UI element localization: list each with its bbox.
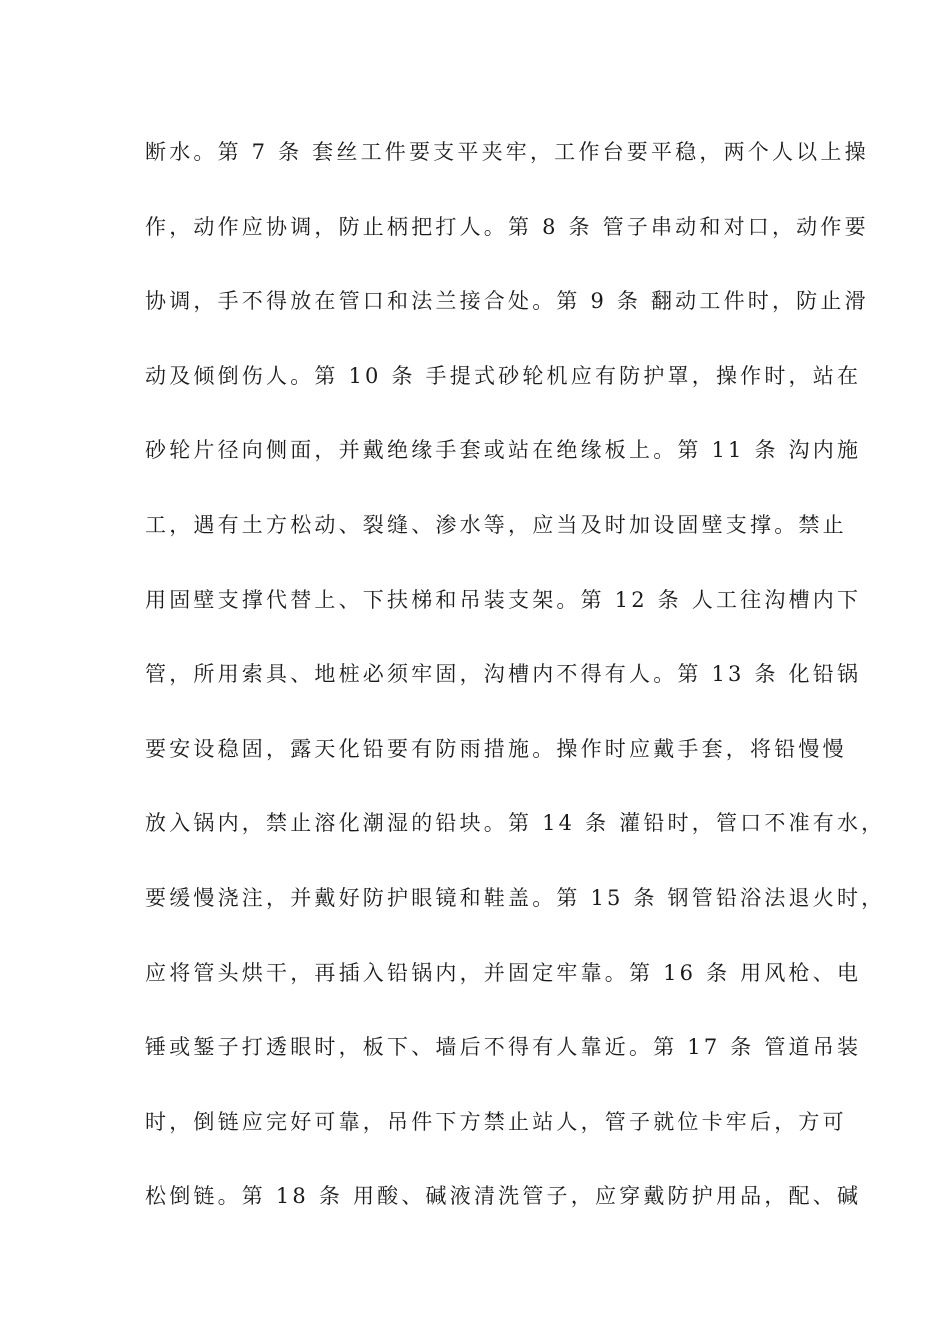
text-line: 动及倾倒伤人。第 10 条 手提式砂轮机应有防护罩，操作时，站在 <box>145 363 862 388</box>
text-line: 管，所用索具、地桩必须牢固，沟槽内不得有人。第 13 条 化铅锅 <box>145 662 862 687</box>
text-line: 时，倒链应完好可靠，吊件下方禁止站人，管子就位卡牢后，方可 <box>145 1109 847 1134</box>
text-line: 断水。第 7 条 套丝工件要支平夹牢，工作台要平稳，两个人以上操 <box>145 140 869 164</box>
text-line: 用固壁支撑代替上、下扶梯和吊装支架。第 12 条 人工往沟槽内下 <box>145 587 862 612</box>
text-line: 砂轮片径向侧面，并戴绝缘手套或站在绝缘板上。第 11 条 沟内施 <box>145 438 862 463</box>
body-text <box>145 130 886 1249</box>
text-line: 要安设稳固，露天化铅要有防雨措施。操作时应戴手套，将铅慢慢 <box>145 736 847 761</box>
text-line: 应将管头烘干，再插入铅锅内，并固定牢靠。第 16 条 用风枪、电 <box>145 960 862 985</box>
text-line: 锤或錾子打透眼时，板下、墙后不得有人靠近。第 17 条 管道吊装 <box>145 1035 862 1060</box>
text-line: 松倒链。第 18 条 用酸、碱液清洗管子，应穿戴防护用品，配、碱 <box>145 1184 862 1209</box>
text-line: 作，动作应协调，防止柄把打人。第 8 条 管子串动和对口，动作要 <box>145 214 869 239</box>
text-line: 工，遇有土方松动、裂缝、渗水等，应当及时加设固壁支撑。禁止 <box>145 512 847 537</box>
text-line: 放入锅内，禁止溶化潮湿的铅块。第 14 条 灌铅时，管口不准有水， <box>145 811 886 836</box>
text-line: 要缓慢浇注，并戴好防护眼镜和鞋盖。第 15 条 钢管铅浴法退火时， <box>145 885 886 910</box>
text-line: 协调，手不得放在管口和法兰接合处。第 9 条 翻动工件时，防止滑 <box>145 289 869 314</box>
